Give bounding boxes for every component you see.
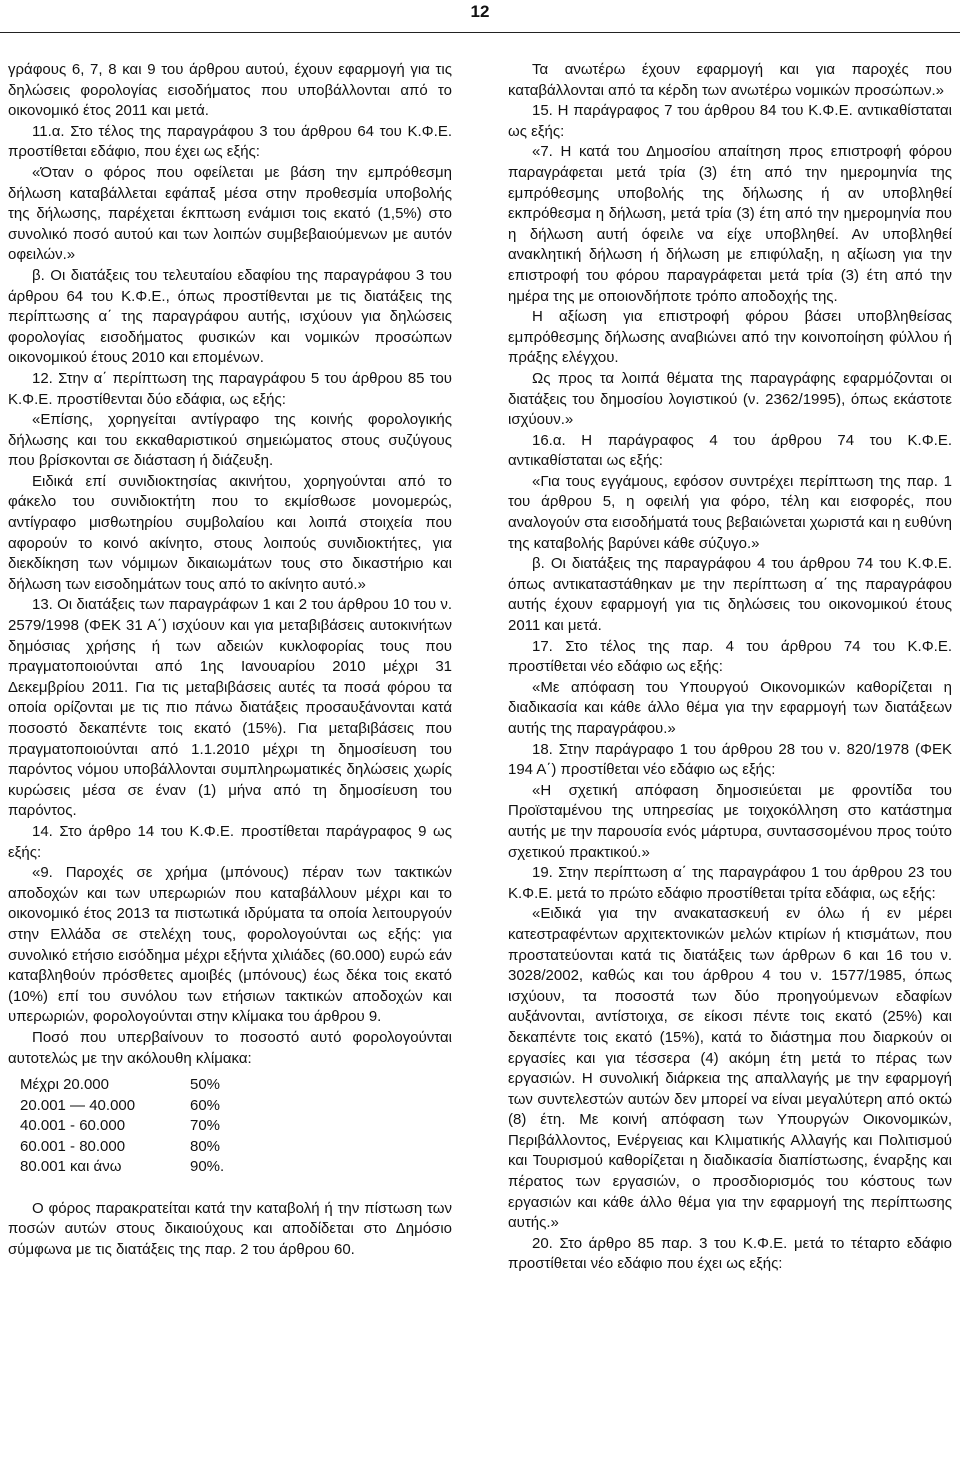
paragraph: «9. Παροχές σε χρήμα (μπόνους) πέραν των τακτικών αποδοχών και των υπερωριών που καταβάλλουν μέχρι και το οικονομικό έτος 2013 τα πιστωτικά ιδρύματα τα οποία λειτουργούν στην Ελλάδα σε στελέχη τους, φορολογούνται ως εξής: για συνολικό ετήσιο εισόδημα μέχρι εξήντα χιλιάδες (60.000) ευρώ εάν καταβληθούν πρόσθετες αμοιβές (μπόνους) έως δέκα τοις εκατό (10%) επί του συνόλου των ετήσιων τακτικών αποδοχών και υπερωριών, φορολογούνται στην κλίμακα του άρθρου 9. xyxy=(8,864,452,1026)
tier-rate: 80% xyxy=(190,1137,221,1155)
paragraph: «Η σχετική απόφαση δημοσιεύεται με φροντίδα του Προϊσταμένου της υπηρεσίας με τοιχοκόλληση στο κατάστημα αυτής με την παρουσία ενός μάρτυρα, συντασσομένου προς τούτο σχετικού πρακτικού.» xyxy=(508,781,952,861)
paragraph: Ποσό που υπερβαίνουν το ποσοστό αυτό φορολογούνται αυτοτελώς με την ακόλουθη κλίμακα: xyxy=(8,1028,452,1067)
paragraph: Η αξίωση για επιστροφή φόρου βάσει υποβληθείσας εμπρόθεσμης δήλωσης αναβιώνει από την κοινοποίηση φύλλου ή πράξης ελέγχου. xyxy=(508,308,952,367)
paragraph: Ως προς τα λοιπά θέματα της παραγράφης εφαρμόζονται οι διατάξεις του δημοσίου λογιστικού (ν. 2362/1995), όπως εκάστοτε ισχύουν.» xyxy=(508,369,952,429)
tax-scale-row xyxy=(20,1157,452,1178)
paragraph: Τα ανωτέρω έχουν εφαρμογή και για παροχές που καταβάλλονται από τα κέρδη των ανωτέρω νομικών προσώπων.» xyxy=(508,61,952,99)
paragraph: 11.α. Στο τέλος της παραγράφου 3 του άρθρου 64 του Κ.Φ.Ε. προστίθεται εδάφιο, που έχει ως εξής: xyxy=(8,122,452,161)
paragraph: 17. Στο τέλος της παρ. 4 του άρθρου 74 του Κ.Φ.Ε. προστίθεται νέο εδάφιο ως εξής: xyxy=(508,637,952,676)
tier-range: 40.001 - 60.000 xyxy=(20,1117,126,1135)
tier-range: Μέχρι 20.000 xyxy=(20,1076,109,1094)
paragraph: 13. Οι διατάξεις των παραγράφων 1 και 2 του άρθρου 10 του ν. 2579/1998 (ΦΕΚ 31 Α΄) ισχύουν και για μεταβιβάσεις αυτοκινήτων δημόσιας χρήσης ή των αδειών κυκλοφορίας τους που πραγματοποιούνται από 1ης Ιανουαρίου 2010 μέχρι 31 Δεκεμβρίου 2011. Για τις μεταβιβάσεις αυτές τα ποσά φόρου τα οποία ορίζονται με τις πιο πάνω διατάξεις προσαυξάνονται κατά ποσοστό δεκαπέντε τοις εκατό (15%). Για μεταβιβάσεις που πραγματοποιούνται από 1.1.2010 μέχρι τη δημοσίευση του παρόντος νόμου υποβάλλονται συμπληρωματικές δηλώσεις χωρίς κυρώσεις μέσα σε έναν (1) μήνα από τη δημοσίευση του παρόντος. xyxy=(8,596,452,820)
tax-scale-row xyxy=(20,1137,452,1158)
paragraph: γράφους 6, 7, 8 και 9 του άρθρου αυτού, έχουν εφαρμογή για τις δηλώσεις φορολογίας εισοδήματος που υποβάλλονται από το οικονομικό έτος 2011 και μετά. xyxy=(8,61,452,120)
left-column xyxy=(8,60,452,1260)
paragraph: β. Οι διατάξεις της παραγράφου 4 του άρθρου 74 του Κ.Φ.Ε. όπως αντικαταστάθηκαν με την περίπτωση α΄ της παραγράφου αυτής έχουν εφαρμογή για τις δηλώσεις του οικονομικού έτους 2011 και μετά. xyxy=(508,555,952,635)
tax-scale-row xyxy=(20,1096,452,1117)
paragraph: β. Οι διατάξεις του τελευταίου εδαφίου της παραγράφου 3 του άρθρου 64 του Κ.Φ.Ε., όπως προστίθενται με τις διατάξεις της περίπτωσης α΄ της παραγράφου αυτής, ισχύουν για δηλώσεις φορολογίας εισοδήματος φυσικών και νομικών προσώπων οικονομικού έτους 2010 και επομένων. xyxy=(8,266,452,367)
header-rule xyxy=(0,32,960,33)
tier-range: 80.001 και άνω xyxy=(20,1158,122,1176)
paragraph: «Με απόφαση του Υπουργού Οικονομικών καθορίζεται η διαδικασία και κάθε άλλο θέμα για την εφαρμογή των διατάξεων αυτής της παραγράφου.» xyxy=(508,678,952,737)
paragraph: «7. Η κατά του Δημοσίου απαίτηση προς επιστροφή φόρου παραγράφεται μετά τρία (3) έτη από την ημερομηνία της εμπρόθεσμης υποβολής της δήλωσης ή αν υποβληθεί εκπρόθεσμα η δήλωση, μετά τρία (3) έτη από την ημερομηνία που η δήλωση αυτή όφειλε να είχε υποβληθεί. Αν υποβληθεί ανακλητική δήλωση ή δήλωση με επιφύλαξη, η αξίωση για την επιστροφή του φόρου παραγράφεται μετά τρία (3) έτη από την ημέρα της με οποιονδήποτε τρόπο αποδοχής της. xyxy=(508,143,952,305)
tax-scale-row xyxy=(20,1116,452,1137)
paragraph: 14. Στο άρθρο 14 του Κ.Φ.Ε. προστίθεται παράγραφος 9 ως εξής: xyxy=(8,822,452,861)
paragraph: «Ειδικά για την ανακατασκευή εν όλω ή εν μέρει κατεστραφέντων αρχιτεκτονικών μελών κτιρίων ή κτισμάτων, που προστατεύονται κατά τις διατάξεις των άρθρων 6 και 16 του ν. 3028/2002, καθώς και του άρθρου 4 του ν. 1577/1985, όπως ισχύουν, τα ποσοστά των δύο προηγούμενων εδαφίων αυξάνονται, αντίστοιχα, σε είκοσι πέντε τοις εκατό (25%) και δεκαπέντε τοις εκατό (15%), κατά το διάστημα που διαρκούν οι εργασίες και για τέσσερα (4) ακόμη έτη μετά το πέρας των εργασιών. Η συνολική διάρκεια της απαλλαγής με την εφαρμογή των συντελεστών αυτών δεν μπορεί να είναι μεγαλύτερη από οκτώ (8) έτη. Με κοινή απόφαση των Υπουργών Οικονομικών, Περιβάλλοντος, Ενέργειας και Κλιματικής Αλλαγής και Πολιτισμού και Τουρισμού καθορίζεται η διαδικασία διαπίστωσης, έναρξης και πέρατος των εργασιών, ο προσδιορισμός του κόστους των εργασιών και κάθε άλλο θέμα για την εφαρμογή της περίπτωσης αυτής.» xyxy=(508,905,952,1232)
paragraph: 15. Η παράγραφος 7 του άρθρου 84 του Κ.Φ.Ε. αντικαθίσταται ως εξής: xyxy=(508,102,952,140)
tier-rate: 60% xyxy=(190,1096,221,1114)
paragraph: 18. Στην παράγραφο 1 του άρθρου 28 του ν. 820/1978 (ΦΕΚ 194 Α΄) προστίθεται νέο εδάφιο ως εξής: xyxy=(508,740,952,779)
tax-scale xyxy=(20,1075,452,1178)
page-number: 12 xyxy=(470,2,490,21)
paragraph: Ο φόρος παρακρατείται κατά την καταβολή ή την πίστωση των ποσών αυτών στους δικαιούχους και αποδίδεται στο Δημόσιο σύμφωνα με τις διατάξεις της παρ. 2 του άρθρου 60. xyxy=(8,1199,452,1258)
tier-range: 20.001 — 40.000 xyxy=(20,1096,136,1114)
tier-rate: 90%. xyxy=(190,1158,225,1176)
tax-scale-row xyxy=(20,1075,452,1096)
paragraph: Ειδικά επί συνιδιοκτησίας ακινήτου, χορηγούνται από το φάκελο του συνιδιοκτήτη που το εκμίσθωσε μονομερώς, αντίγραφο μισθωτηρίου συμβολαίου και λοιπά στοιχεία που αφορούν το κοινό ακίνητο, στους λοιπούς συνιδιοκτήτες, για διεκδίκηση των νόμιμων δικαιωμάτων τους στο δικαστήριο και δήλωση των εισοδημάτων τους από το ακίνητο αυτό.» xyxy=(8,472,452,593)
right-column xyxy=(508,60,952,1275)
paragraph: 12. Στην α΄ περίπτωση της παραγράφου 5 του άρθρου 85 του Κ.Φ.Ε. προστίθενται δύο εδάφια, ως εξής: xyxy=(8,369,452,408)
tier-range: 60.001 - 80.000 xyxy=(20,1137,126,1155)
paragraph: 20. Στο άρθρο 85 παρ. 3 του Κ.Φ.Ε. μετά το τέταρτο εδάφιο προστίθεται νέο εδάφιο που έχει ως εξής: xyxy=(508,1234,952,1273)
paragraph: «Όταν ο φόρος που οφείλεται με βάση την εμπρόθεσμη δήλωση καταβάλλεται εφάπαξ μέσα στην προθεσμία υποβολής της δήλωσης, παρέχεται έκπτωση ενάμισι τοις εκατό (1,5%) στο συνολικό ποσό αυτού και των λοιπών συμβεβαιούμενων με αυτόν οφειλών.» xyxy=(8,163,452,264)
tier-rate: 70% xyxy=(190,1117,221,1135)
tier-rate: 50% xyxy=(190,1076,221,1094)
paragraph: «Επίσης, χορηγείται αντίγραφο της κοινής φορολογικής δήλωσης και του εκκαθαριστικού σημειώματος στους συζύγους που βρίσκονται σε διάσταση ή διάζευξη. xyxy=(8,411,452,470)
paragraph: 16.α. Η παράγραφος 4 του άρθρου 74 του Κ.Φ.Ε. αντικαθίσταται ως εξής: xyxy=(508,431,952,470)
paragraph: «Για τους εγγάμους, εφόσον συντρέχει περίπτωση της παρ. 1 του άρθρου 5, η οφειλή για φόρο, τέλη και εισφορές, που αναλογούν στα εισοδήματά τους βεβαιώνεται χωριστά και η ευθύνη της καταβολής βαρύνει κάθε σύζυγο.» xyxy=(508,472,952,552)
paragraph: 19. Στην περίπτωση α΄ της παραγράφου 1 του άρθρου 23 του Κ.Φ.Ε. μετά το πρώτο εδάφιο προστίθεται τρίτα εδάφια, ως εξής: xyxy=(508,864,952,902)
